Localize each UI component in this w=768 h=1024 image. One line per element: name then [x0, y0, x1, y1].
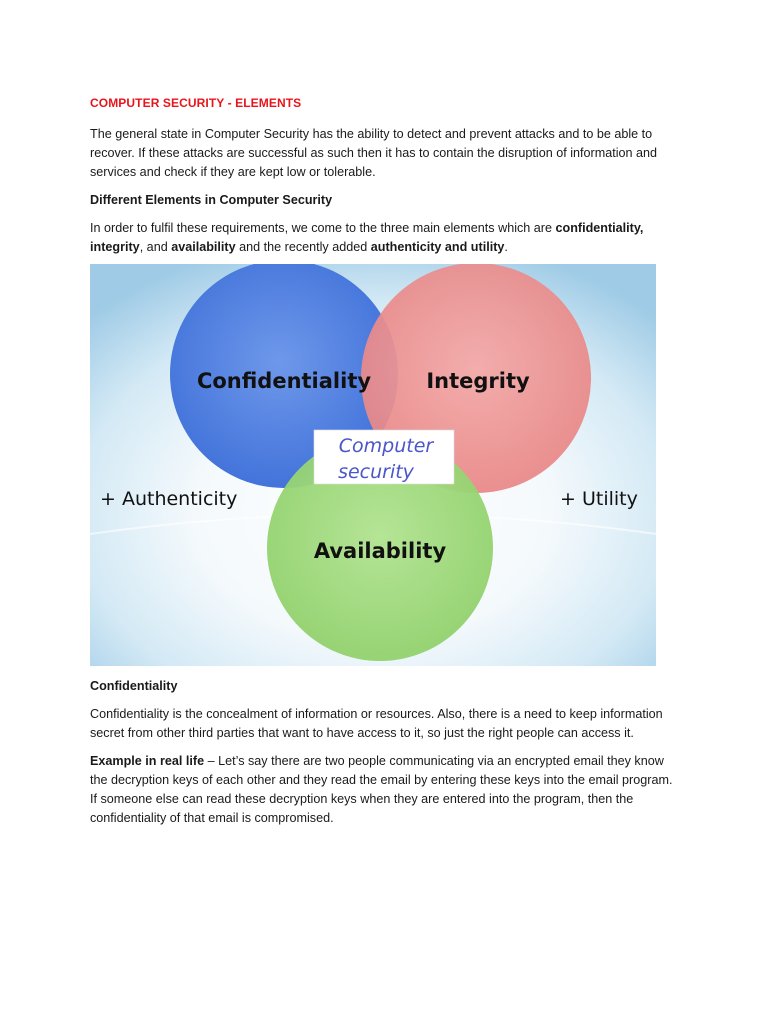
- requirements-text-3: and the recently added: [235, 240, 371, 254]
- utility-label: + Utility: [560, 488, 638, 510]
- intro-paragraph: The general state in Computer Security has the ability to detect and prevent attacks and to be able to recover. If these attacks are successful as such then it has to contain the disruption of information and services and check if they are kept low or tolerable.: [90, 127, 658, 179]
- example-label: Example in real life: [90, 754, 205, 768]
- center-label-line2: security: [338, 461, 414, 483]
- confidentiality-heading: Confidentiality: [90, 679, 178, 693]
- requirements-bold-2: availability: [171, 240, 236, 254]
- document-body: [90, 94, 680, 266]
- requirements-text-1: In order to fulfil these requirements, we come to the three main elements which are: [90, 221, 556, 235]
- requirements-paragraph: [90, 219, 680, 257]
- requirements-text-2: , and: [139, 240, 172, 254]
- center-label-line1: Computer: [338, 435, 434, 457]
- document-title: COMPUTER SECURITY - ELEMENTS: [90, 96, 302, 110]
- confidentiality-paragraph: Confidentiality is the concealment of information or resources. Also, there is a need to keep information secret from other third parties that want to have access to it, so just the right people can access it.: [90, 707, 663, 740]
- confidentiality-section: [90, 677, 680, 837]
- integrity-label: Integrity: [426, 369, 530, 393]
- requirements-bold-1: confidentiality, integrity: [90, 221, 644, 254]
- authenticity-label: + Authenticity: [100, 488, 238, 510]
- security-venn-diagram: [90, 264, 656, 666]
- requirements-bold-3: authenticity and utility: [370, 240, 505, 254]
- section-heading: Different Elements in Computer Security: [90, 193, 333, 207]
- availability-label: Availability: [313, 539, 447, 563]
- example-paragraph: [90, 752, 680, 828]
- example-text: – Let’s say there are two people communicating via an encrypted email they know the decryption keys of each other and they read the email by entering these keys into the email program. If someone else can read these decryption keys when they are entered into the program, then the confidentiality of that email is compromised.: [90, 754, 673, 825]
- confidentiality-label: Confidentiality: [196, 369, 372, 393]
- venn-svg: [90, 264, 656, 666]
- requirements-text-4: .: [504, 240, 508, 254]
